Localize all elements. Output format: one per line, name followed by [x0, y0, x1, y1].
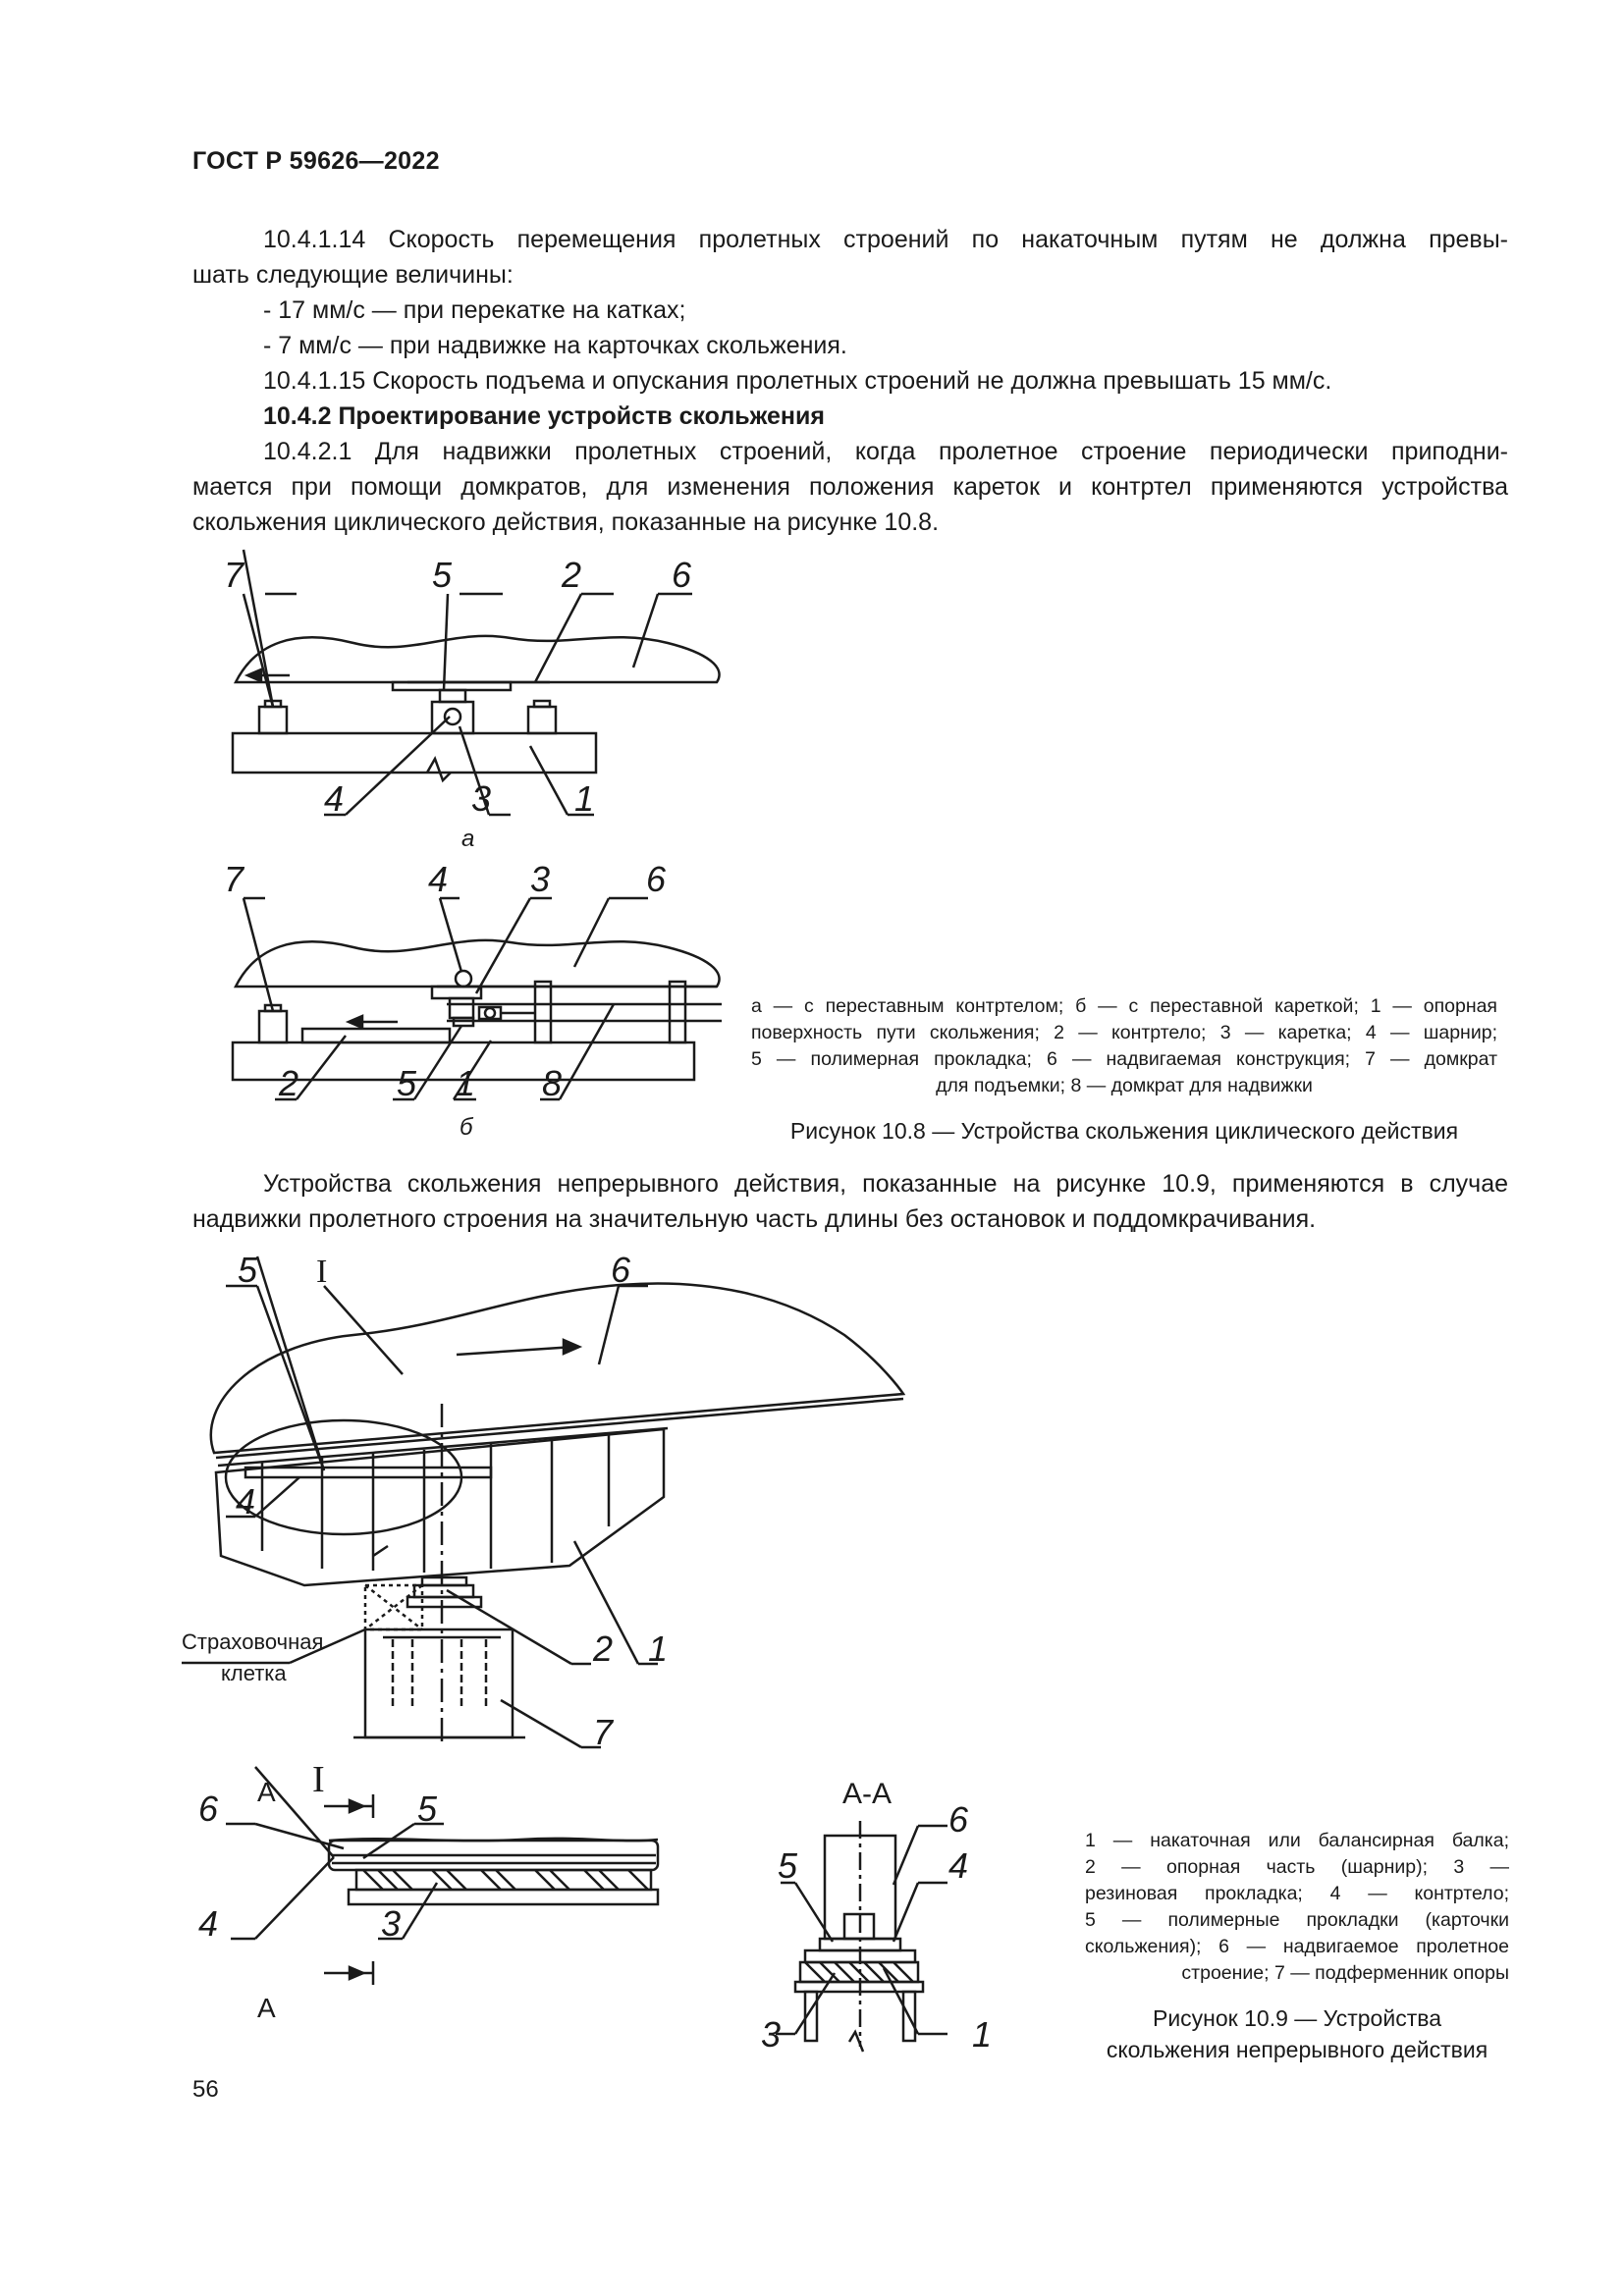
fig108a-label-2: 2 [562, 555, 582, 595]
fig109-label-I: I [316, 1254, 328, 1290]
safety-cage-label-2: клетка [221, 1661, 287, 1685]
fig108-legend-line: а — с переставным контртелом; б — с переставной кареткой; 1 — опорная [751, 995, 1497, 1017]
section-label-4: 4 [948, 1845, 969, 1886]
detail-label-3: 3 [381, 1903, 402, 1944]
fig108-legend-line: для подъемки; 8 — домкрат для надвижки [936, 1075, 1313, 1096]
fig108b-label-6: 6 [646, 859, 667, 899]
fig108b-label-7: 7 [224, 859, 244, 899]
fig108a-label-5: 5 [432, 555, 453, 595]
fig108b-label-4: 4 [428, 859, 449, 899]
fig109-label-4: 4 [236, 1481, 256, 1522]
fig108b-label-8: 8 [542, 1063, 563, 1103]
paragraph-10-4-1-15: 10.4.1.15 Скорость подъема и опускания пролетных строений не должна превышать 15 мм/с. [263, 367, 1332, 395]
detail-label-5: 5 [417, 1789, 438, 1829]
fig108a-label-3: 3 [471, 778, 492, 819]
figure-10-9-section-AA [756, 1767, 1051, 2061]
fig109-legend-line: строение; 7 — подферменник опоры [1181, 1962, 1509, 1984]
fig109-legend-line: скольжения); 6 — надвигаемое пролетное [1085, 1936, 1509, 1957]
fig109-caption-line1: Рисунок 10.9 — Устройства [1152, 2005, 1441, 2031]
detail-I-title: I [312, 1759, 325, 1800]
fig109-label-7: 7 [593, 1712, 614, 1752]
figure-10-9-detail-I [196, 1759, 687, 2023]
fig108-legend-line: 5 — полимерная прокладка; 6 — надвигаемая конструкция; 7 — домкрат [751, 1048, 1497, 1070]
fig108a-label-7: 7 [224, 555, 244, 595]
detail-label-4: 4 [198, 1903, 219, 1944]
fig108-sub-a: а [461, 826, 475, 852]
fig109-label-1: 1 [648, 1629, 669, 1669]
fig108a-label-1: 1 [574, 778, 595, 819]
section-label-1: 1 [972, 2014, 993, 2055]
fig109-legend-line: 2 — опорная часть (шарнир); 3 — [1085, 1856, 1509, 1878]
fig109-label-5: 5 [238, 1250, 258, 1290]
fig109-label-6: 6 [611, 1250, 631, 1290]
detail-label-6: 6 [198, 1789, 219, 1829]
figure-10-9-legend [1085, 1828, 1509, 1987]
fig108-sub-b: б [460, 1114, 473, 1141]
document-code: ГОСТ Р 59626—2022 [192, 147, 440, 175]
fig109-legend-line: 1 — накаточная или балансирная балка; [1085, 1830, 1509, 1851]
fig109-caption-line2: скольжения непрерывного действия [1106, 2037, 1489, 2062]
fig108b-label-1: 1 [456, 1063, 476, 1103]
paragraph-10-4-1-14-line2: шать следующие величины: [192, 261, 514, 289]
fig108b-label-3: 3 [530, 859, 551, 899]
figure-10-8-caption: Рисунок 10.8 — Устройства скольжения циклического действия [789, 1118, 1459, 1144]
paragraph-10-4-2-1-line2: мается при помощи домкратов, для изменения положения кареток и контртел применяются устройства [192, 473, 1508, 501]
fig108-legend-line: поверхность пути скольжения; 2 — контртело; 3 — каретка; 4 — шарнир; [751, 1022, 1497, 1043]
list-item-speed-rollers: - 17 мм/с — при перекатке на катках; [263, 296, 686, 324]
fig109-label-2: 2 [593, 1629, 614, 1669]
fig108a-label-6: 6 [672, 555, 692, 595]
fig108a-label-4: 4 [324, 778, 345, 819]
safety-cage-label-1: Страховочная [182, 1629, 324, 1654]
paragraph-10-4-2-1-line3: скольжения циклического действия, показанные на рисунке 10.8. [192, 508, 940, 536]
section-label-6: 6 [948, 1799, 969, 1840]
fig108b-label-2: 2 [279, 1063, 299, 1103]
paragraph-10-4-1-14-line1: 10.4.1.14 Скорость перемещения пролетных строений по накаточным путям не должна превы- [263, 226, 1508, 253]
section-AA-title: А-А [842, 1778, 893, 1810]
section-mark-top: А [257, 1777, 276, 1807]
fig109-legend-line: резиновая прокладка; 4 — контртело; [1085, 1883, 1509, 1904]
section-label-5: 5 [778, 1845, 798, 1886]
figure-10-9-drawing [182, 1250, 1080, 1752]
section-label-3: 3 [761, 2014, 782, 2055]
paragraph-10-4-2-1-line1: 10.4.2.1 Для надвижки пролетных строений, когда пролетное строение периодически приподни- [263, 438, 1508, 465]
figure-10-8-legend [751, 993, 1497, 1099]
fig109-legend-line: 5 — полимерные прокладки (карточки [1085, 1909, 1509, 1931]
paragraph-continuous-line2: надвижки пролетного строения на значительную часть длины без остановок и поддомкрачивания. [192, 1205, 1317, 1233]
paragraph-continuous-line1: Устройства скольжения непрерывного действия, показанные на рисунке 10.9, применяются в случае [263, 1170, 1508, 1198]
list-item-speed-cards: - 7 мм/с — при надвижке на карточках скольжения. [263, 332, 847, 359]
section-mark-bottom: А [257, 1993, 276, 2023]
fig108b-label-5: 5 [397, 1063, 417, 1103]
figure-10-9-caption [1085, 2002, 1509, 2065]
page-number: 56 [192, 2076, 219, 2103]
section-heading-10-4-2: 10.4.2 Проектирование устройств скольжения [263, 402, 825, 430]
